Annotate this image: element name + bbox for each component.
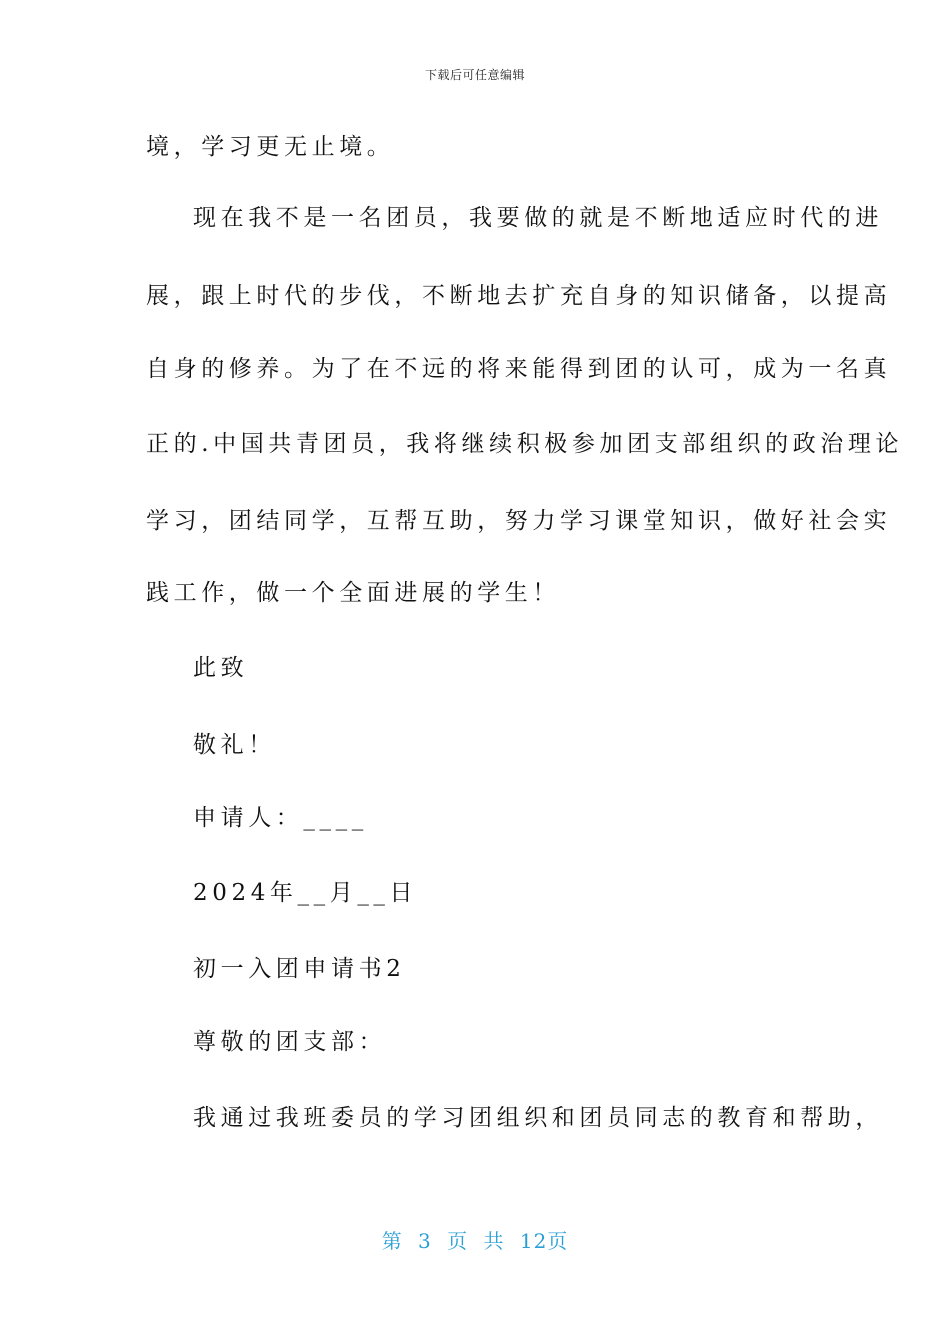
paragraph-line: 正的.中国共青团员，我将继续积极参加团支部组织的政治理论: [146, 431, 904, 457]
section-title: 初一入团申请书2: [193, 956, 406, 982]
page-number-footer: 第 3 页 共 12页: [381, 1229, 569, 1253]
paragraph-line: 展，跟上时代的步伐，不断地去扩充自身的知识储备，以提高: [146, 283, 892, 309]
applicant-line: 申请人：____: [193, 805, 368, 831]
paragraph-line: 我通过我班委员的学习团组织和团员同志的教育和帮助，: [193, 1105, 883, 1131]
page-header: 下载后可任意编辑: [424, 68, 525, 82]
paragraph-line: 自身的修养。为了在不远的将来能得到团的认可，成为一名真: [146, 356, 892, 382]
paragraph-line: 践工作，做一个全面进展的学生！: [146, 580, 560, 606]
greeting-line: 尊敬的团支部：: [193, 1029, 387, 1055]
date-line: 2024年__月__日: [193, 880, 418, 906]
paragraph-line: 现在我不是一名团员，我要做的就是不断地适应时代的进: [193, 205, 883, 231]
closing-salutation: 此致: [193, 655, 249, 681]
paragraph-line: 境，学习更无止境。: [146, 134, 395, 160]
paragraph-line: 学习，团结同学，互帮互助，努力学习课堂知识，做好社会实: [146, 508, 892, 534]
closing-regards: 敬礼！: [193, 732, 276, 758]
